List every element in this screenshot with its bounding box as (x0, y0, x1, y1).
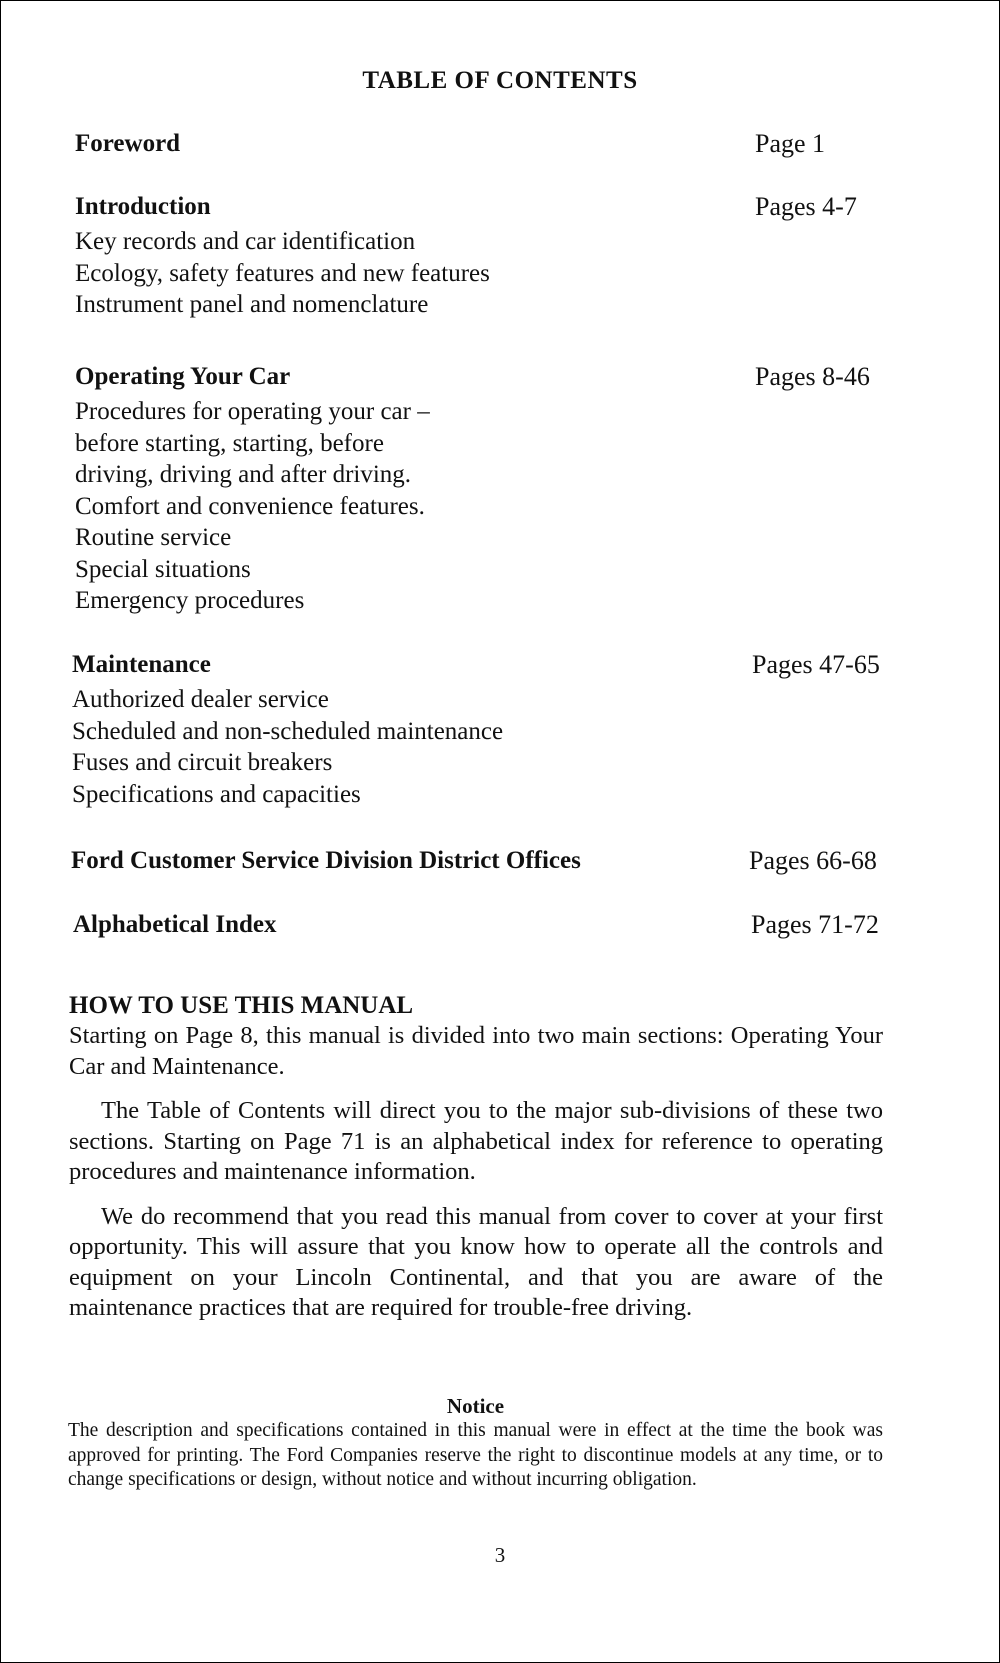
paragraph: The Table of Contents will direct you to the major sub-divisions of these two sections. Starting on Page 71 is an alphabetical index for reference to operating procedures and maintenance information. (69, 1097, 883, 1185)
paragraph: Starting on Page 8, this manual is divided into two main sections: Operating Your Car and Maintenance. (69, 1022, 883, 1080)
toc-item: Special situations (75, 555, 251, 583)
toc-item: Comfort and convenience features. (75, 492, 425, 520)
toc-item: Emergency procedures (75, 587, 305, 614)
toc-heading: Alphabetical Index (73, 911, 277, 938)
notice-text: The description and specifications contained in this manual were in effect at the time the book was approved for printing. The Ford Companies reserve the right to discontinue models at any time, or to change specifications or design, without notice and without incurring obligation. (68, 1420, 883, 1490)
toc-section-maintenance (72, 649, 902, 810)
toc-heading: Maintenance (72, 651, 211, 678)
toc-page-range: Pages 66-68 (749, 846, 877, 875)
toc-item: Procedures for operating your car – (75, 398, 430, 425)
toc-item: before starting, starting, before (75, 429, 384, 457)
toc-item-list (75, 226, 905, 321)
paragraph: We do recommend that you read this manual from cover to cover at your first opportunity. This will assure that you know how to operate all the controls and equipment on your Lincoln Continental, and that you are aware of the maintenance practices that are required for trouble-free driving. (69, 1202, 883, 1321)
toc-heading: Foreword (75, 130, 181, 157)
page-title: TABLE OF CONTENTS (362, 67, 638, 94)
toc-item: driving, driving and after driving. (75, 461, 412, 488)
toc-item: Fuses and circuit breakers (72, 749, 333, 776)
toc-item-list (75, 396, 905, 617)
how-to-use-section (69, 991, 883, 1324)
toc-item: Scheduled and non-scheduled maintenance (72, 717, 504, 745)
notice-section (68, 1393, 883, 1493)
page-number: 3 (494, 1543, 506, 1567)
toc-heading: Operating Your Car (75, 363, 291, 390)
toc-section-introduction (75, 191, 905, 321)
toc-page-range: Pages 71-72 (751, 910, 879, 939)
toc-item: Authorized dealer service (72, 686, 329, 713)
toc-page-range: Pages 8-46 (755, 362, 870, 391)
section-heading: HOW TO USE THIS MANUAL (69, 992, 414, 1019)
toc-section-index (73, 909, 903, 941)
toc-item: Ecology, safety features and new features (75, 259, 490, 287)
toc-page-range: Pages 47-65 (752, 650, 880, 679)
toc-page-range: Page 1 (755, 129, 826, 158)
toc-item: Specifications and capacities (72, 780, 361, 808)
toc-heading: Ford Customer Service Division District Offices (71, 847, 581, 874)
toc-section-foreword (75, 128, 905, 160)
toc-item-list (72, 684, 902, 810)
toc-item: Key records and car identification (75, 228, 416, 255)
toc-item: Instrument panel and nomenclature (75, 291, 429, 318)
toc-section-district-offices (71, 845, 901, 877)
toc-item: Routine service (75, 524, 232, 551)
toc-page-range: Pages 4-7 (755, 192, 857, 221)
notice-heading: Notice (446, 1394, 505, 1418)
toc-section-operating (75, 361, 905, 617)
toc-heading: Introduction (75, 193, 211, 220)
